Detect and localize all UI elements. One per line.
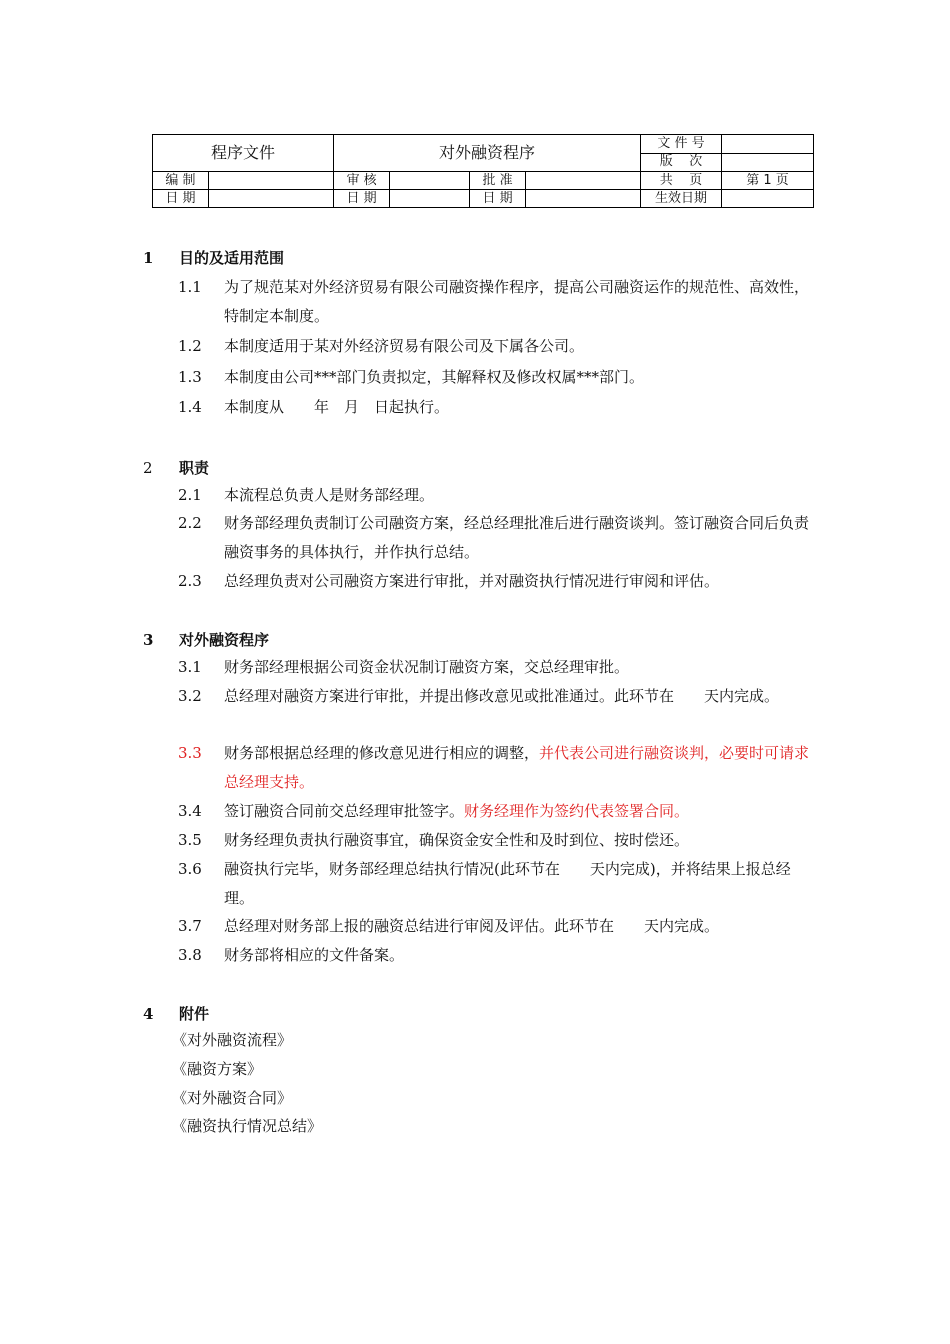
list-item xyxy=(178,682,818,711)
doc-title-cell: 对外融资程序 xyxy=(334,135,641,172)
approver-value xyxy=(526,172,641,190)
list-item xyxy=(178,363,818,392)
total-pages-label: 共 页 xyxy=(641,172,722,190)
approver-date-label: 日 期 xyxy=(470,190,526,208)
list-item xyxy=(178,653,818,682)
editor-value xyxy=(209,172,334,190)
item-text: 本制度适用于某对外经济贸易有限公司及下属各公司。 xyxy=(224,337,585,355)
section-title-text: 附件 xyxy=(179,1005,210,1023)
section-4-title xyxy=(143,1003,209,1024)
section-2-title xyxy=(143,457,209,478)
section-title-text: 目的及适用范围 xyxy=(179,249,285,267)
list-item xyxy=(178,481,818,510)
item-text-highlight: 并代表公司进行融资谈判，必要时可请求总经理支持。 xyxy=(224,744,810,791)
list-item xyxy=(178,855,818,913)
item-text: 本制度从 年 月 日起执行。 xyxy=(224,398,450,416)
version-label: 版 次 xyxy=(641,153,722,172)
list-item xyxy=(178,797,818,826)
editor-date-label: 日 期 xyxy=(153,190,209,208)
file-no-label: 文 件 号 xyxy=(641,135,722,154)
section-number: 2 xyxy=(143,459,153,477)
item-text: 为了规范某对外经济贸易有限公司融资操作程序，提高公司融资运作的规范性、高效性，特制定本制度。 xyxy=(224,278,810,325)
effective-date-label: 生效日期 xyxy=(641,190,722,208)
section-3-title xyxy=(143,629,269,650)
item-text: 财务部将相应的文件备案。 xyxy=(224,946,405,964)
item-number: 1.2 xyxy=(178,337,202,355)
attachment-item: 《融资方案》 xyxy=(172,1060,263,1078)
section-number: 4 xyxy=(143,1005,154,1023)
section-number: 1 xyxy=(143,249,154,267)
list-item xyxy=(178,273,818,331)
item-number: 3.5 xyxy=(178,831,202,849)
reviewer-label: 审 核 xyxy=(334,172,390,190)
doc-type-cell: 程序文件 xyxy=(153,135,334,172)
list-item xyxy=(178,941,818,970)
approver-label: 批 准 xyxy=(470,172,526,190)
reviewer-date-value xyxy=(390,190,470,208)
item-text: 财务经理负责执行融资事宜，确保资金安全性和及时到位、按时偿还。 xyxy=(224,831,690,849)
item-text: 总经理对财务部上报的融资总结进行审阅及评估。此环节在 天内完成。 xyxy=(224,917,720,935)
item-number: 3.1 xyxy=(178,658,202,676)
effective-date-value xyxy=(722,190,814,208)
list-item xyxy=(178,912,818,941)
list-item xyxy=(178,739,818,797)
item-number: 2.3 xyxy=(178,572,202,590)
item-number: 2.2 xyxy=(178,514,202,532)
list-item xyxy=(178,567,818,596)
item-number: 3.8 xyxy=(178,946,202,964)
item-number: 3.2 xyxy=(178,687,202,705)
item-text: 总经理对融资方案进行审批，并提出修改意见或批准通过。此环节在 天内完成。 xyxy=(224,687,780,705)
section-title-text: 对外融资程序 xyxy=(179,631,270,649)
item-text: 本流程总负责人是财务部经理。 xyxy=(224,486,435,504)
document-header-table xyxy=(152,134,814,208)
reviewer-value xyxy=(390,172,470,190)
attachment-item: 《融资执行情况总结》 xyxy=(172,1117,323,1135)
item-text: 财务部经理根据公司资金状况制订融资方案，交总经理审批。 xyxy=(224,658,630,676)
section-title-text: 职责 xyxy=(179,459,210,477)
editor-date-value xyxy=(209,190,334,208)
approver-date-value xyxy=(526,190,641,208)
item-text: 本制度由公司***部门负责拟定，其解释权及修改权属***部门。 xyxy=(224,368,645,386)
attachment-item: 《对外融资流程》 xyxy=(172,1031,293,1049)
editor-label: 编 制 xyxy=(153,172,209,190)
section-number: 3 xyxy=(143,631,154,649)
list-item xyxy=(178,826,818,855)
file-no-value xyxy=(722,135,814,154)
item-number: 2.1 xyxy=(178,486,202,504)
item-text-highlight: 财务经理作为签约代表签署合同。 xyxy=(464,802,690,820)
item-text: 财务部经理负责制订公司融资方案，经总经理批准后进行融资谈判。签订融资合同后负责融资事务的具体执行，并作执行总结。 xyxy=(224,514,810,561)
item-text: 总经理负责对公司融资方案进行审批，并对融资执行情况进行审阅和评估。 xyxy=(224,572,720,590)
list-item xyxy=(178,509,818,567)
list-item xyxy=(178,332,818,361)
item-number: 3.4 xyxy=(178,802,202,820)
list-item xyxy=(178,393,818,422)
section-1-title xyxy=(143,247,284,268)
item-text: 融资执行完毕，财务部经理总结执行情况(此环节在 天内完成)，并将结果上报总经理。 xyxy=(224,860,791,907)
version-value xyxy=(722,153,814,172)
item-text: 财务部根据总经理的修改意见进行相应的调整， xyxy=(224,744,540,762)
item-number: 3.7 xyxy=(178,917,202,935)
item-number: 1.3 xyxy=(178,368,202,386)
item-number: 1.4 xyxy=(178,398,202,416)
reviewer-date-label: 日 期 xyxy=(334,190,390,208)
item-number: 3.6 xyxy=(178,860,202,878)
item-number: 1.1 xyxy=(178,278,202,296)
page-number: 第 1 页 xyxy=(722,172,814,190)
item-text: 签订融资合同前交总经理审批签字。 xyxy=(224,802,465,820)
attachment-item: 《对外融资合同》 xyxy=(172,1089,293,1107)
item-number: 3.3 xyxy=(178,744,202,762)
